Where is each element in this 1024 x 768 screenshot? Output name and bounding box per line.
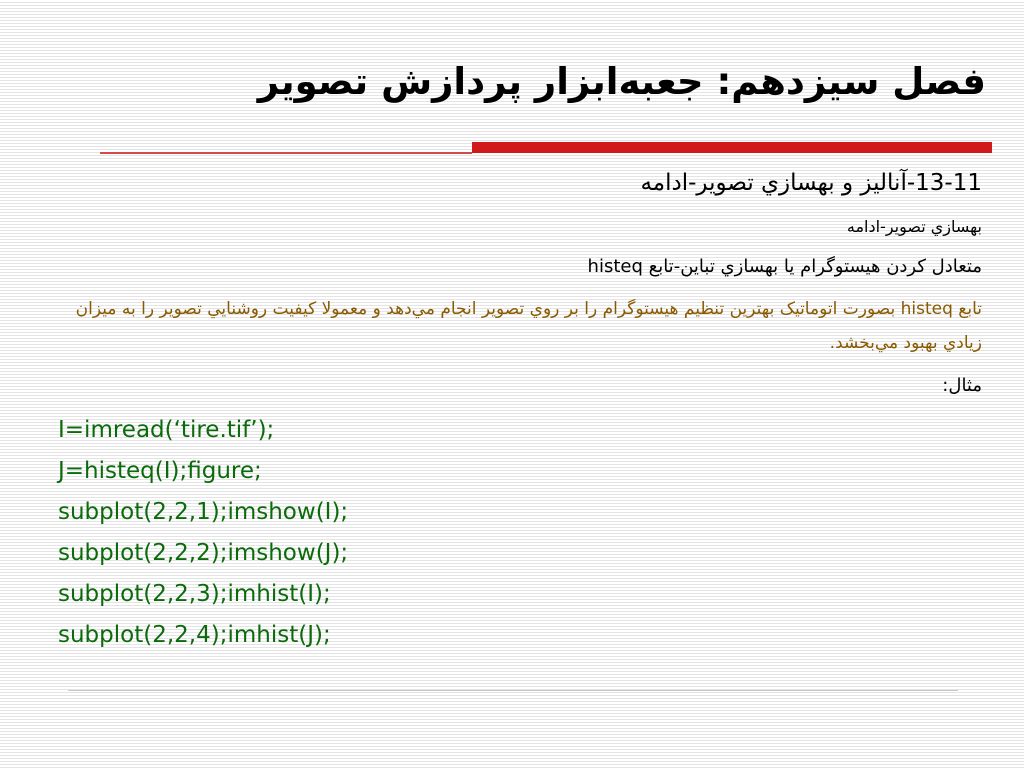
code-line: subplot(2,2,1);imshow(I); (58, 499, 349, 525)
title-underline-accent (472, 142, 992, 153)
histeq-description: تابع histeq بصورت اتوماتيک بهترين تنظيم هيستوگرام را بر روي تصوير انجام مي‌دهد و معمولا كيفيت روشنايي تصوير را به ميزان زيادي بهبود مي‌بخشد. (75, 299, 982, 353)
section-heading: 13-11-آناليز و بهسازي تصوير-ادامه (640, 170, 982, 196)
code-line: subplot(2,2,4);imhist(J); (58, 622, 331, 648)
code-line: I=imread(‘tire.tif’); (58, 417, 275, 443)
code-line: subplot(2,2,3);imhist(I); (58, 581, 331, 607)
title-underline-thin (100, 152, 472, 154)
footer-divider (68, 690, 958, 691)
function-description-line: متعادل کردن هيستوگرام يا بهسازي تباين-تابع histeq (587, 256, 982, 277)
code-line: subplot(2,2,2);imshow(J); (58, 540, 349, 566)
example-label: مثال: (942, 375, 982, 396)
code-line: J=histeq(I);figure; (58, 458, 262, 484)
sub-heading: بهسازي تصوير-ادامه (846, 217, 982, 236)
code-example (58, 414, 348, 660)
slide-title: فصل سيزدهم: جعبه‌ابزار پردازش تصوير (257, 60, 986, 103)
